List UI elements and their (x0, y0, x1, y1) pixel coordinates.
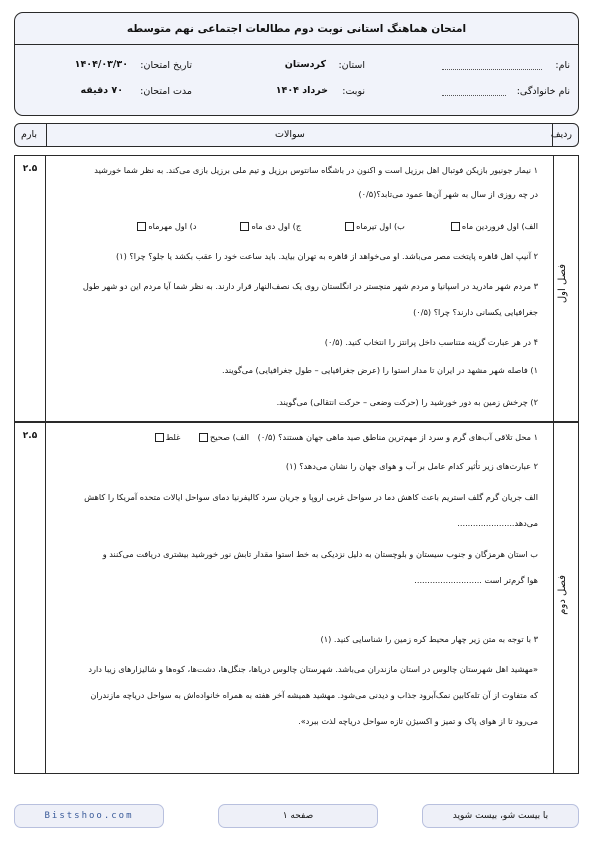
question-1-4: ۴ در هر عبارت گزینه متناسب داخل پرانتز را انتخاب کنید. (۰/۵) (324, 337, 538, 347)
footer-page-number: صفحه ۱ (218, 804, 378, 828)
province-value: کردستان (284, 59, 326, 70)
question-2-2: ۲ عبارت‌های زیر تأثیر کدام عامل بر آب و هوای جهان را نشان می‌دهد؟ (۱) (285, 461, 538, 471)
true-option[interactable]: الف) صحیح (197, 432, 249, 442)
question-1-1-cont: در چه روزی از سال به شهر آن‌ها عمود می‌تابد؟(۰/۵) (358, 189, 538, 199)
section-2-title: فصل دوم (557, 575, 568, 615)
question-1-1: ۱ نیمار جونیور بازیکن فوتبال اهل برزیل است و اکنون در باشگاه سانتوس برزیل و تیم ملی برزیل بازی می‌کند. به نظر شما خورشید (94, 165, 538, 175)
question-1-4-a: ۱) فاصله شهر مشهد در ایران تا مدار استوا را (عرض جغرافیایی – طول جغرافیایی) می‌گویند. (221, 365, 538, 375)
questions-header: سوالات (275, 129, 305, 140)
family-field[interactable] (442, 95, 506, 96)
date-value: ۱۴۰۴/۰۳/۳۰ (74, 59, 128, 70)
question-2-3-text-3: می‌رود تا از هوای پاک و تمیز و اکسیژن تازه سواحل دریاچه لذت ببرد». (298, 716, 538, 726)
name-field[interactable] (442, 69, 542, 70)
session-label: نوبت: (342, 86, 365, 97)
section-2 (14, 422, 579, 774)
exam-header (14, 12, 579, 116)
false-option[interactable]: غلط (153, 432, 181, 442)
option-b[interactable]: ب) اول تیرماه (343, 220, 405, 232)
date-label: تاریخ امتحان: (140, 60, 192, 71)
family-label: نام خانوادگی: (516, 86, 570, 97)
question-1-4-b: ۲) چرخش زمین به دور خورشید را (حرکت وضعی – حرکت انتقالی) می‌گویند. (276, 397, 538, 407)
question-2-2-a-cont: می‌دهد...................... (457, 518, 538, 528)
checkbox-icon[interactable] (155, 433, 164, 442)
question-2-2-b: ب استان هرمزگان و جنوب سیستان و بلوچستان به دلیل نزدیکی به خط استوا مقدار تابش نور خورشید بیشتری دریافت می‌کنند و (102, 549, 538, 559)
section-1-score: ۲.۵ (22, 164, 38, 174)
duration-value: ۷۰ دقیقه (80, 85, 123, 96)
question-1-3-cont: جغرافیایی یکسانی دارند؟ چرا؟ (۰/۵) (413, 307, 538, 317)
province-label: استان: (338, 60, 365, 71)
option-c[interactable]: ج) اول دی ماه (238, 220, 301, 232)
footer-slogan: با بیست شو، بیست شوید (422, 804, 579, 828)
question-1-3: ۳ مردم شهر مادرید در اسپانیا و مردم شهر منچستر در انگلستان روی یک نصف‌النهار قرار دارند. به نظر شما آیا مردم این دو شهر طول (82, 281, 538, 291)
question-2-2-a: الف جریان گرم گلف استریم باعث کاهش دما در سواحل غربی اروپا و جریان سرد کالیفرنیا دمای سواحل ایالات متحده آمریکا را کاهش (84, 492, 538, 502)
header-divider (15, 44, 578, 45)
exam-title: امتحان هماهنگ استانی نوبت دوم مطالعات اجتماعی نهم متوسطه (126, 23, 467, 35)
table-header (14, 123, 579, 147)
checkbox-icon[interactable] (345, 222, 354, 231)
option-d[interactable]: د) اول مهرماه (135, 220, 196, 232)
section-2-score: ۲.۵ (22, 431, 38, 441)
checkbox-icon[interactable] (199, 433, 208, 442)
checkbox-icon[interactable] (451, 222, 460, 231)
question-1-2: ۲ آنیپ اهل قاهره پایتخت مصر می‌باشد. او می‌خواهد از قاهره به تهران بیاید. باید ساعت خود را عقب بکشد یا جلو؟ چرا؟ (۱) (116, 251, 538, 261)
section-1-title: فصل اول (557, 264, 568, 304)
question-2-2-b-cont: هوا گرم‌تر است .......................... (414, 575, 538, 585)
session-value: خرداد ۱۴۰۴ (275, 85, 328, 96)
row-header: ردیف (550, 129, 572, 140)
option-a[interactable]: الف) اول فروردین ماه (449, 220, 538, 232)
question-1-1-options (50, 220, 538, 232)
duration-label: مدت امتحان: (140, 86, 192, 97)
checkbox-icon[interactable] (240, 222, 249, 231)
checkbox-icon[interactable] (137, 222, 146, 231)
footer-site[interactable]: Bistshoo.com (14, 804, 164, 828)
question-2-3-text-1: «مهشید اهل شهرستان چالوس در استان مازندران می‌باشد. شهرستان چالوس دریاها، جنگل‌ها، دشت‌ها، کوه‌ها و شالیزارهای زیبا دارد (88, 664, 538, 674)
section-1 (14, 155, 579, 422)
question-2-3: ۳ با توجه به متن زیر چهار محیط کره زمین را شناسایی کنید. (۱) (320, 634, 538, 644)
score-header: بارم (21, 129, 38, 140)
question-2-3-text-2: که متفاوت از آن تله‌کابین نمک‌آبرود جذاب و دیدنی می‌شود. مهشید همیشه آخر هفته به همراه خانواده‌اش به سواحل دریاچه مازندران (90, 690, 538, 700)
question-2-1: ۱ محل تلاقی آب‌های گرم و سرد از مهم‌ترین مناطق صید ماهی جهان هستند؟ (۰/۵) الف) صحیح غلط (50, 431, 538, 443)
name-label: نام: (555, 60, 570, 71)
